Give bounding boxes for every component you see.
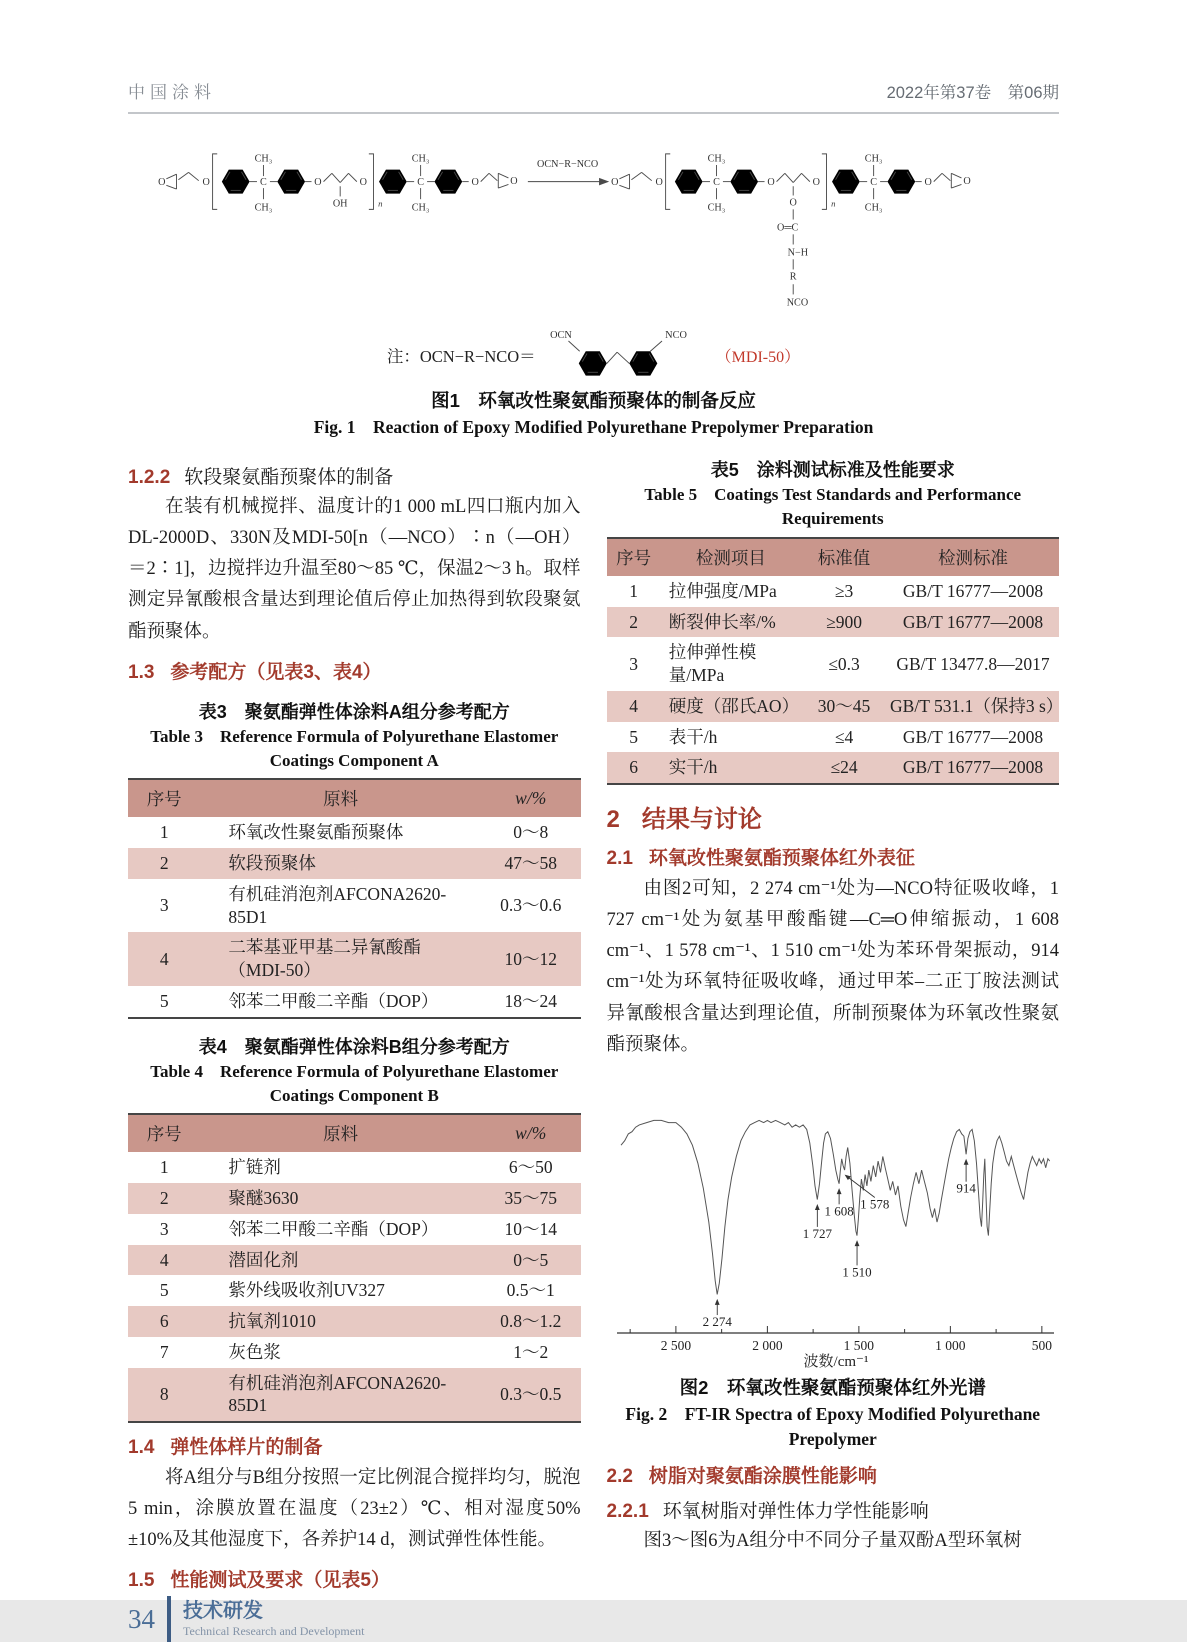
- paragraph-1-4: 将A组分与B组分按照一定比例混合搅拌均匀，脱泡5 min，涂膜放置在温度（23±2）℃、相对湿度50%±10%及其他湿度下，各养护14 d，测试弹性体性能。: [128, 1468, 581, 1551]
- table-cell: ≤24: [801, 752, 887, 784]
- column-header: 原料: [200, 779, 481, 817]
- table-cell: ≥900: [801, 607, 887, 638]
- oxygen-label: O: [359, 176, 367, 188]
- heading-1-3: [128, 657, 581, 684]
- table-cell: 1～2: [513, 1341, 549, 1362]
- paragraph-1-2-2: 在装有机械搅拌、温度计的1 000 mL四口瓶内加入DL-2000D、330N及MDI-50[n（—NCO）∶n（—OH）＝2∶1]，边搅拌边升温至80～85 ℃，保温2～3 h。取样测定异氰酸根含量达到理论值后停止加热得到软段聚氨酯预聚体。: [128, 497, 581, 642]
- table-cell: 二苯基亚甲基二异氰酸酯（MDI-50）: [200, 932, 481, 986]
- table-cell: GB/T 13477.8—2017: [896, 653, 1050, 674]
- table-row: [128, 1214, 581, 1245]
- table-cell: ≥3: [834, 580, 854, 601]
- oxygen-label: O: [812, 176, 820, 188]
- column-header: 检测标准: [887, 538, 1059, 576]
- peak-label: 914: [955, 1180, 976, 1196]
- table-row: [128, 1183, 581, 1214]
- figure1-caption: [128, 388, 1059, 440]
- heading-title: 参考配方（见表3、表4）: [170, 661, 382, 683]
- oxygen-label: O: [202, 176, 210, 188]
- figure1-reaction-scheme: C CH₃ CH₃ O O O O OH O n O OCN−R−NCO O O O O═C N−H R NCO O n O: [128, 128, 1059, 324]
- table-cell: 实干/h: [661, 752, 801, 784]
- reactant-molecule: [158, 153, 518, 213]
- product-molecule: [611, 153, 971, 308]
- oxygen-label: O: [314, 176, 322, 188]
- oxygen-label: O: [767, 176, 775, 188]
- table4-caption: [128, 1035, 581, 1108]
- table-cell: ≤4: [834, 726, 854, 747]
- table3-caption: [128, 700, 581, 773]
- table3: [128, 778, 581, 1018]
- table-cell: GB/T 16777—2008: [887, 752, 1059, 784]
- table-cell: 1: [159, 1157, 169, 1178]
- table4-caption-en2: Coatings Component B: [269, 1085, 439, 1105]
- table-row: [607, 576, 1060, 607]
- column-header: 原料: [200, 1114, 481, 1152]
- table5-caption: [607, 458, 1060, 531]
- table-cell: 5: [159, 1280, 169, 1301]
- table-cell: 6: [607, 752, 661, 784]
- column-header: 检测项目: [661, 538, 801, 576]
- journal-title: 中国涂料: [128, 83, 216, 102]
- table-cell: 邻苯二甲酸二辛酯（DOP）: [228, 1218, 439, 1239]
- carbamate-side-chain: [777, 186, 809, 308]
- table-cell: GB/T 16777—2008: [887, 607, 1059, 638]
- table-cell: 灰色浆: [228, 1341, 281, 1362]
- table-row: [607, 722, 1060, 753]
- heading-number: 2: [606, 806, 620, 834]
- footer-divider: [167, 1596, 171, 1642]
- table-cell: 1: [159, 822, 169, 843]
- table-cell: 6～50: [508, 1157, 553, 1178]
- x-tick-label: 1 000: [934, 1337, 966, 1353]
- column-header: 标准值: [801, 538, 887, 576]
- table-cell: 拉伸强度/MPa: [668, 580, 777, 601]
- amine-label: N−H: [787, 247, 809, 259]
- figure2-caption-en1: Fig. 2 FT-IR Spectra of Epoxy Modified Polyurethane: [625, 1403, 1041, 1424]
- peak-label: 1 727: [802, 1225, 832, 1241]
- table-cell: GB/T 16777—2008: [902, 726, 1044, 747]
- table-cell: 2: [128, 1183, 200, 1214]
- peak-label: 2 274: [702, 1313, 732, 1329]
- table5: [607, 537, 1064, 785]
- reaction-arrow: [528, 159, 609, 185]
- table-cell: 紫外线吸收剂UV327: [228, 1280, 385, 1301]
- oxygen-label: O: [924, 176, 932, 188]
- table-row: [607, 691, 1060, 722]
- hydroxyl-label: OH: [332, 198, 348, 210]
- column-header: 序号: [128, 1114, 200, 1152]
- table-cell: 35～75: [481, 1183, 581, 1214]
- heading-number: 2.2: [606, 1466, 633, 1488]
- table-cell: 0.3～0.6: [500, 895, 562, 916]
- heading-title: 树脂对聚氨酯涂膜性能影响: [648, 1466, 877, 1488]
- x-tick-label: 500: [1031, 1337, 1052, 1353]
- table-cell: 扩链剂: [228, 1157, 281, 1178]
- isocyanate-label: NCO: [786, 297, 809, 309]
- note-text: 注：OCN−R−NCO＝: [386, 347, 536, 366]
- oxygen-label: O: [655, 176, 663, 188]
- table-cell: 30～45: [801, 691, 887, 722]
- figure1: [128, 99, 1059, 440]
- figure2-caption: [607, 1375, 1060, 1453]
- table-cell: 断裂伸长率/%: [661, 607, 801, 638]
- column-header: 序号: [128, 779, 200, 817]
- table-row: [128, 1152, 581, 1183]
- paragraph-2-1: 由图2可知，2 274 cm⁻¹处为—NCO特征吸收峰，1 727 cm⁻¹处为氨基甲酸酯键—C═O伸缩振动，1 608 cm⁻¹、1 578 cm⁻¹、1 510 cm⁻¹处为苯环骨架振动，914 cm⁻¹处为环氧特征吸收峰，通过甲苯–二正丁胺法测试异氰酸根含量达到理论值，所制预聚体为环氧改性聚氨酯预聚体。: [606, 879, 1059, 1055]
- table-header-row: [607, 538, 1060, 576]
- heading-2-2-1: [607, 1496, 1060, 1523]
- table-row: [128, 932, 581, 986]
- table-cell: ≤0.3: [828, 653, 860, 674]
- column-header: w/%: [481, 1114, 581, 1152]
- table-cell: 4: [607, 691, 661, 722]
- table-cell: 环氧改性聚氨酯预聚体: [228, 822, 404, 843]
- heading-2-1: [607, 843, 1060, 870]
- repeat-subscript: n: [378, 198, 383, 209]
- body-columns: [128, 454, 1064, 1596]
- table-cell: 7: [159, 1341, 169, 1362]
- oxygen-label: O: [471, 176, 479, 188]
- table-cell: 47～58: [481, 848, 581, 879]
- table-header-row: [128, 1114, 581, 1152]
- figure1-note: [128, 326, 1059, 384]
- table5-caption-cn: 表5 涂料测试标准及性能要求: [710, 460, 955, 481]
- footer-section-cn: 技术研发: [183, 1599, 263, 1622]
- table-cell: 0.5～1: [506, 1280, 555, 1301]
- heading-1-5: [128, 1565, 581, 1592]
- table-cell: 拉伸弹性模量/MPa: [668, 642, 757, 686]
- mdi-structure: [542, 326, 710, 384]
- heading-2: [607, 799, 1060, 834]
- heading-number: 2.2.1: [606, 1501, 649, 1523]
- arrow-reagent-label: OCN−R−NCO: [537, 158, 599, 170]
- r-group-label: R: [789, 271, 797, 283]
- table-cell: 0～8: [513, 822, 549, 843]
- heading-1-2-2: [128, 462, 581, 489]
- table-cell: 6: [128, 1306, 200, 1337]
- table-cell: 2: [128, 848, 200, 879]
- running-head: [128, 78, 1059, 114]
- footer-section: [183, 1599, 364, 1640]
- figure2-caption-en2: Prepolymer: [788, 1428, 877, 1449]
- table-row: [607, 637, 1060, 691]
- table-cell: 3: [159, 895, 169, 916]
- table-cell: 8: [128, 1368, 200, 1423]
- table-cell: 表干/h: [668, 726, 718, 747]
- table-cell: 有机硅消泡剂AFCONA2620-85D1: [200, 1368, 481, 1423]
- table-cell: 邻苯二甲酸二辛酯（DOP）: [228, 990, 439, 1011]
- table-row: [128, 1245, 581, 1276]
- heading-number: 1.4: [128, 1437, 155, 1459]
- table-cell: 4: [128, 932, 200, 986]
- table-cell: GB/T 16777—2008: [902, 580, 1044, 601]
- table-cell: 2: [607, 607, 661, 638]
- peak-label: 1 510: [841, 1264, 872, 1280]
- table-cell: 潜固化剂: [200, 1245, 481, 1276]
- table-row: [128, 817, 581, 848]
- heading-number: 1.5: [128, 1570, 155, 1592]
- oxygen-label: O: [789, 197, 797, 209]
- table5-caption-en1: Table 5 Coatings Test Standards and Performance: [644, 485, 1022, 505]
- issue-info: 2022年第37卷 第06期: [886, 84, 1059, 102]
- table-cell: 0.8～1.2: [481, 1306, 581, 1337]
- heading-title: 结果与讨论: [641, 806, 762, 834]
- table5-caption-en2: Requirements: [781, 509, 884, 529]
- x-tick-label: 2 500: [660, 1337, 691, 1353]
- column-header: 序号: [607, 538, 661, 576]
- table-row: [128, 1275, 581, 1306]
- table4-caption-cn: 表4 聚氨酯弹性体涂料B组分参考配方: [198, 1036, 510, 1057]
- column-header: w/%: [481, 779, 581, 817]
- right-column: [606, 454, 1064, 1596]
- figure2-caption-cn: 图2 环氧改性聚氨酯预聚体红外光谱: [679, 1376, 986, 1398]
- table-header-row: [128, 779, 581, 817]
- x-axis-label: 波数/cm⁻¹: [803, 1353, 868, 1370]
- page-number: 34: [128, 1603, 155, 1634]
- table3-caption-en2: Coatings Component A: [269, 750, 439, 770]
- table-cell: 10～14: [504, 1218, 557, 1239]
- table-cell: 18～24: [504, 990, 557, 1011]
- table-row: [128, 848, 581, 879]
- table3-caption-cn: 表3 聚氨酯弹性体涂料A组分参考配方: [198, 701, 510, 722]
- table-cell: 5: [159, 990, 169, 1011]
- table-row: [128, 1306, 581, 1337]
- table-cell: 有机硅消泡剂AFCONA2620-85D1: [228, 883, 447, 927]
- figure1-caption-cn: 图1 环氧改性聚氨酯预聚体的制备反应: [431, 390, 756, 411]
- heading-number: 2.1: [606, 848, 633, 870]
- table-row: [607, 607, 1060, 638]
- table-cell: 硬度（邵氏AO）: [661, 691, 801, 722]
- table-cell: 3: [159, 1218, 169, 1239]
- table4: [128, 1113, 581, 1423]
- table-cell: 0～5: [481, 1245, 581, 1276]
- table4-caption-en1: Table 4 Reference Formula of Polyurethane Elastomer: [150, 1061, 559, 1081]
- left-column: [128, 454, 581, 1596]
- mdi-name: （MDI-50）: [715, 348, 801, 366]
- table3-caption-en1: Table 3 Reference Formula of Polyurethane Elastomer: [150, 726, 559, 746]
- table-cell: 聚醚3630: [200, 1183, 481, 1214]
- ftir-spectrum-chart: [607, 1065, 1059, 1371]
- repeat-subscript: n: [831, 198, 836, 209]
- table-cell: 1: [629, 580, 639, 601]
- footer-section-en: Technical Research and Development: [183, 1623, 365, 1638]
- paragraph-2-2-1: 图3～图6为A组分中不同分子量双酚A型环氧树: [643, 1531, 1022, 1552]
- peak-label: 1 608: [823, 1202, 854, 1218]
- table-cell: 抗氧剂1010: [200, 1306, 481, 1337]
- heading-2-2: [607, 1461, 1060, 1488]
- heading-title: 性能测试及要求（见表5）: [170, 1570, 390, 1592]
- x-tick-label: 1 500: [843, 1337, 874, 1353]
- table-cell: 4: [128, 1245, 200, 1276]
- heading-title: 弹性体样片的制备: [170, 1437, 323, 1459]
- table-cell: 5: [629, 726, 639, 747]
- x-tick-label: 2 000: [751, 1337, 783, 1353]
- table-cell: 3: [629, 653, 639, 674]
- table-row: [128, 1368, 581, 1423]
- page-footer: [128, 1596, 1059, 1642]
- heading-title: 环氧改性聚氨酯预聚体红外表征: [648, 848, 915, 870]
- carbonyl-label: O═C: [776, 222, 799, 234]
- table-cell: 10～12: [481, 932, 581, 986]
- heading-number: 1.3: [128, 661, 155, 683]
- figure1-caption-en: Fig. 1 Reaction of Epoxy Modified Polyurethane Prepolymer Preparation: [313, 416, 874, 437]
- table-row: [128, 1337, 581, 1368]
- table-cell: 0.3～0.5: [481, 1368, 581, 1423]
- table-cell: GB/T 531.1（保持3 s）: [887, 691, 1059, 722]
- heading-number: 1.2.2: [128, 467, 171, 489]
- ocn-label: OCN: [549, 330, 572, 342]
- heading-title: 环氧树脂对弹性体力学性能影响: [662, 1501, 929, 1523]
- peak-label: 1 578: [859, 1196, 889, 1212]
- table-row: [607, 752, 1060, 784]
- table-row: [128, 986, 581, 1018]
- heading-1-4: [128, 1432, 581, 1459]
- table-cell: 软段预聚体: [200, 848, 481, 879]
- nco-label: NCO: [664, 330, 687, 342]
- heading-title: 软段聚氨酯预聚体的制备: [184, 467, 394, 489]
- table-row: [128, 879, 581, 933]
